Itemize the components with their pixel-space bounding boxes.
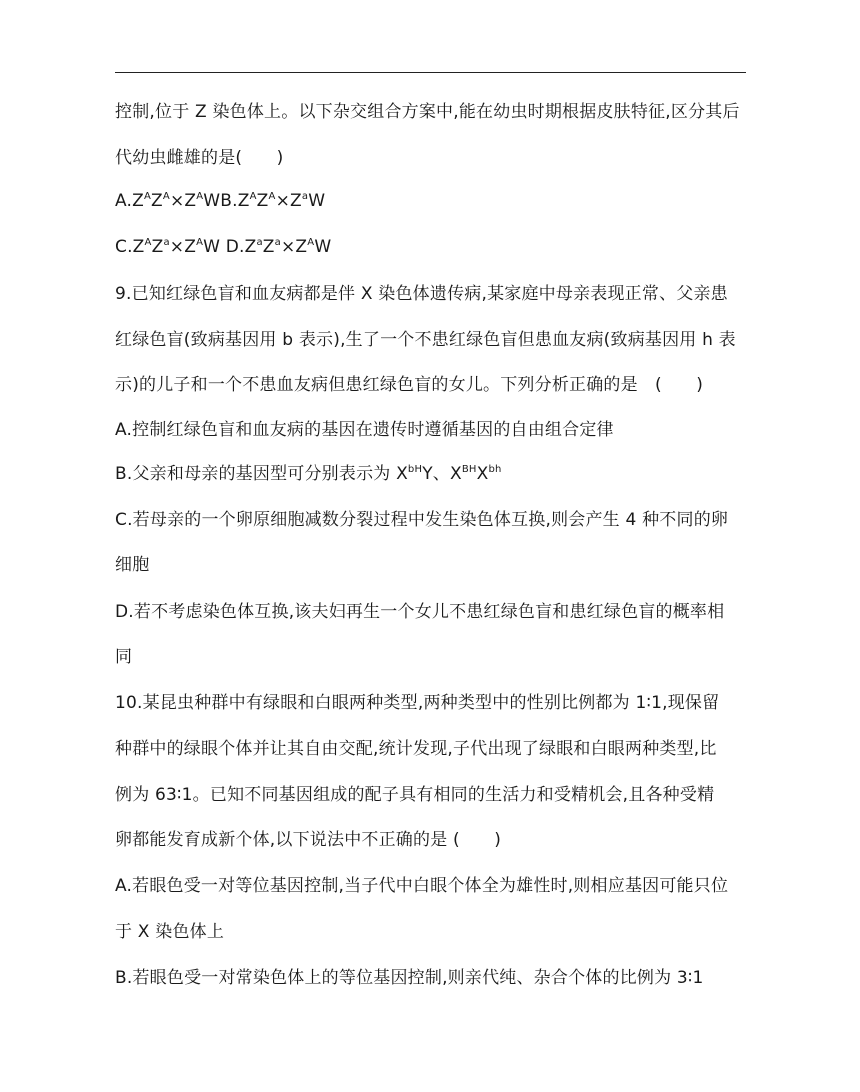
text-line: 红绿色盲(致病基因用 b 表示),生了一个不患红绿色盲但患血友病(致病基因用 h 表 [115,330,736,350]
text-line: 种群中的绿眼个体并让其自由交配,统计发现,子代出现了绿眼和白眼两种类型,比 [115,739,717,759]
text-line: 细胞 [115,555,150,575]
text-line: 9.已知红绿色盲和血友病都是伴 X 染色体遗传病,某家庭中母亲表现正常、父亲患 [115,284,728,304]
text-line: A.控制红绿色盲和血友病的基因在遗传时遵循基因的自由组合定律 [115,420,614,440]
text-line: 示)的儿子和一个不患血友病但患红绿色盲的女儿。下列分析正确的是 ( ) [115,375,704,395]
text-line: 代幼虫雌雄的是( ) [115,148,284,168]
text-line: $C.Z^AZ^a\times Z^AW$ $D.Z^aZ^a\times Z^AW$ [115,237,332,257]
text-line: B.父亲和母亲的基因型可分别表示为 $X^{bH}Y$、$X^{BH}X^{bh}$ [115,464,502,484]
text-line: 卵都能发育成新个体,以下说法中不正确的是 ( ) [115,830,502,850]
header-rule [115,72,746,73]
text-line: 控制,位于 Z 染色体上。以下杂交组合方案中,能在幼虫时期根据皮肤特征,区分其后 [115,102,740,122]
text-line: $A.Z^AZ^A\times Z^AWB.Z^AZ^A\times Z^aW$ [115,191,326,211]
text-line: D.若不考虑染色体互换,该夫妇再生一个女儿不患红绿色盲和患红绿色盲的概率相 [115,602,725,622]
text-line: A.若眼色受一对等位基因控制,当子代中白眼个体全为雄性时,则相应基因可能只位 [115,876,729,896]
text-line: C.若母亲的一个卵原细胞减数分裂过程中发生染色体互换,则会产生 4 种不同的卵 [115,510,729,530]
text-line: 例为 63∶1。已知不同基因组成的配子具有相同的生活力和受精机会,且各种受精 [115,785,715,805]
text-line: 10.某昆虫种群中有绿眼和白眼两种类型,两种类型中的性别比例都为 1∶1,现保留 [115,693,720,713]
text-line: 于 X 染色体上 [115,922,225,942]
text-line: 同 [115,647,133,667]
text-line: B.若眼色受一对常染色体上的等位基因控制,则亲代纯、杂合个体的比例为 3∶1 [115,968,704,988]
